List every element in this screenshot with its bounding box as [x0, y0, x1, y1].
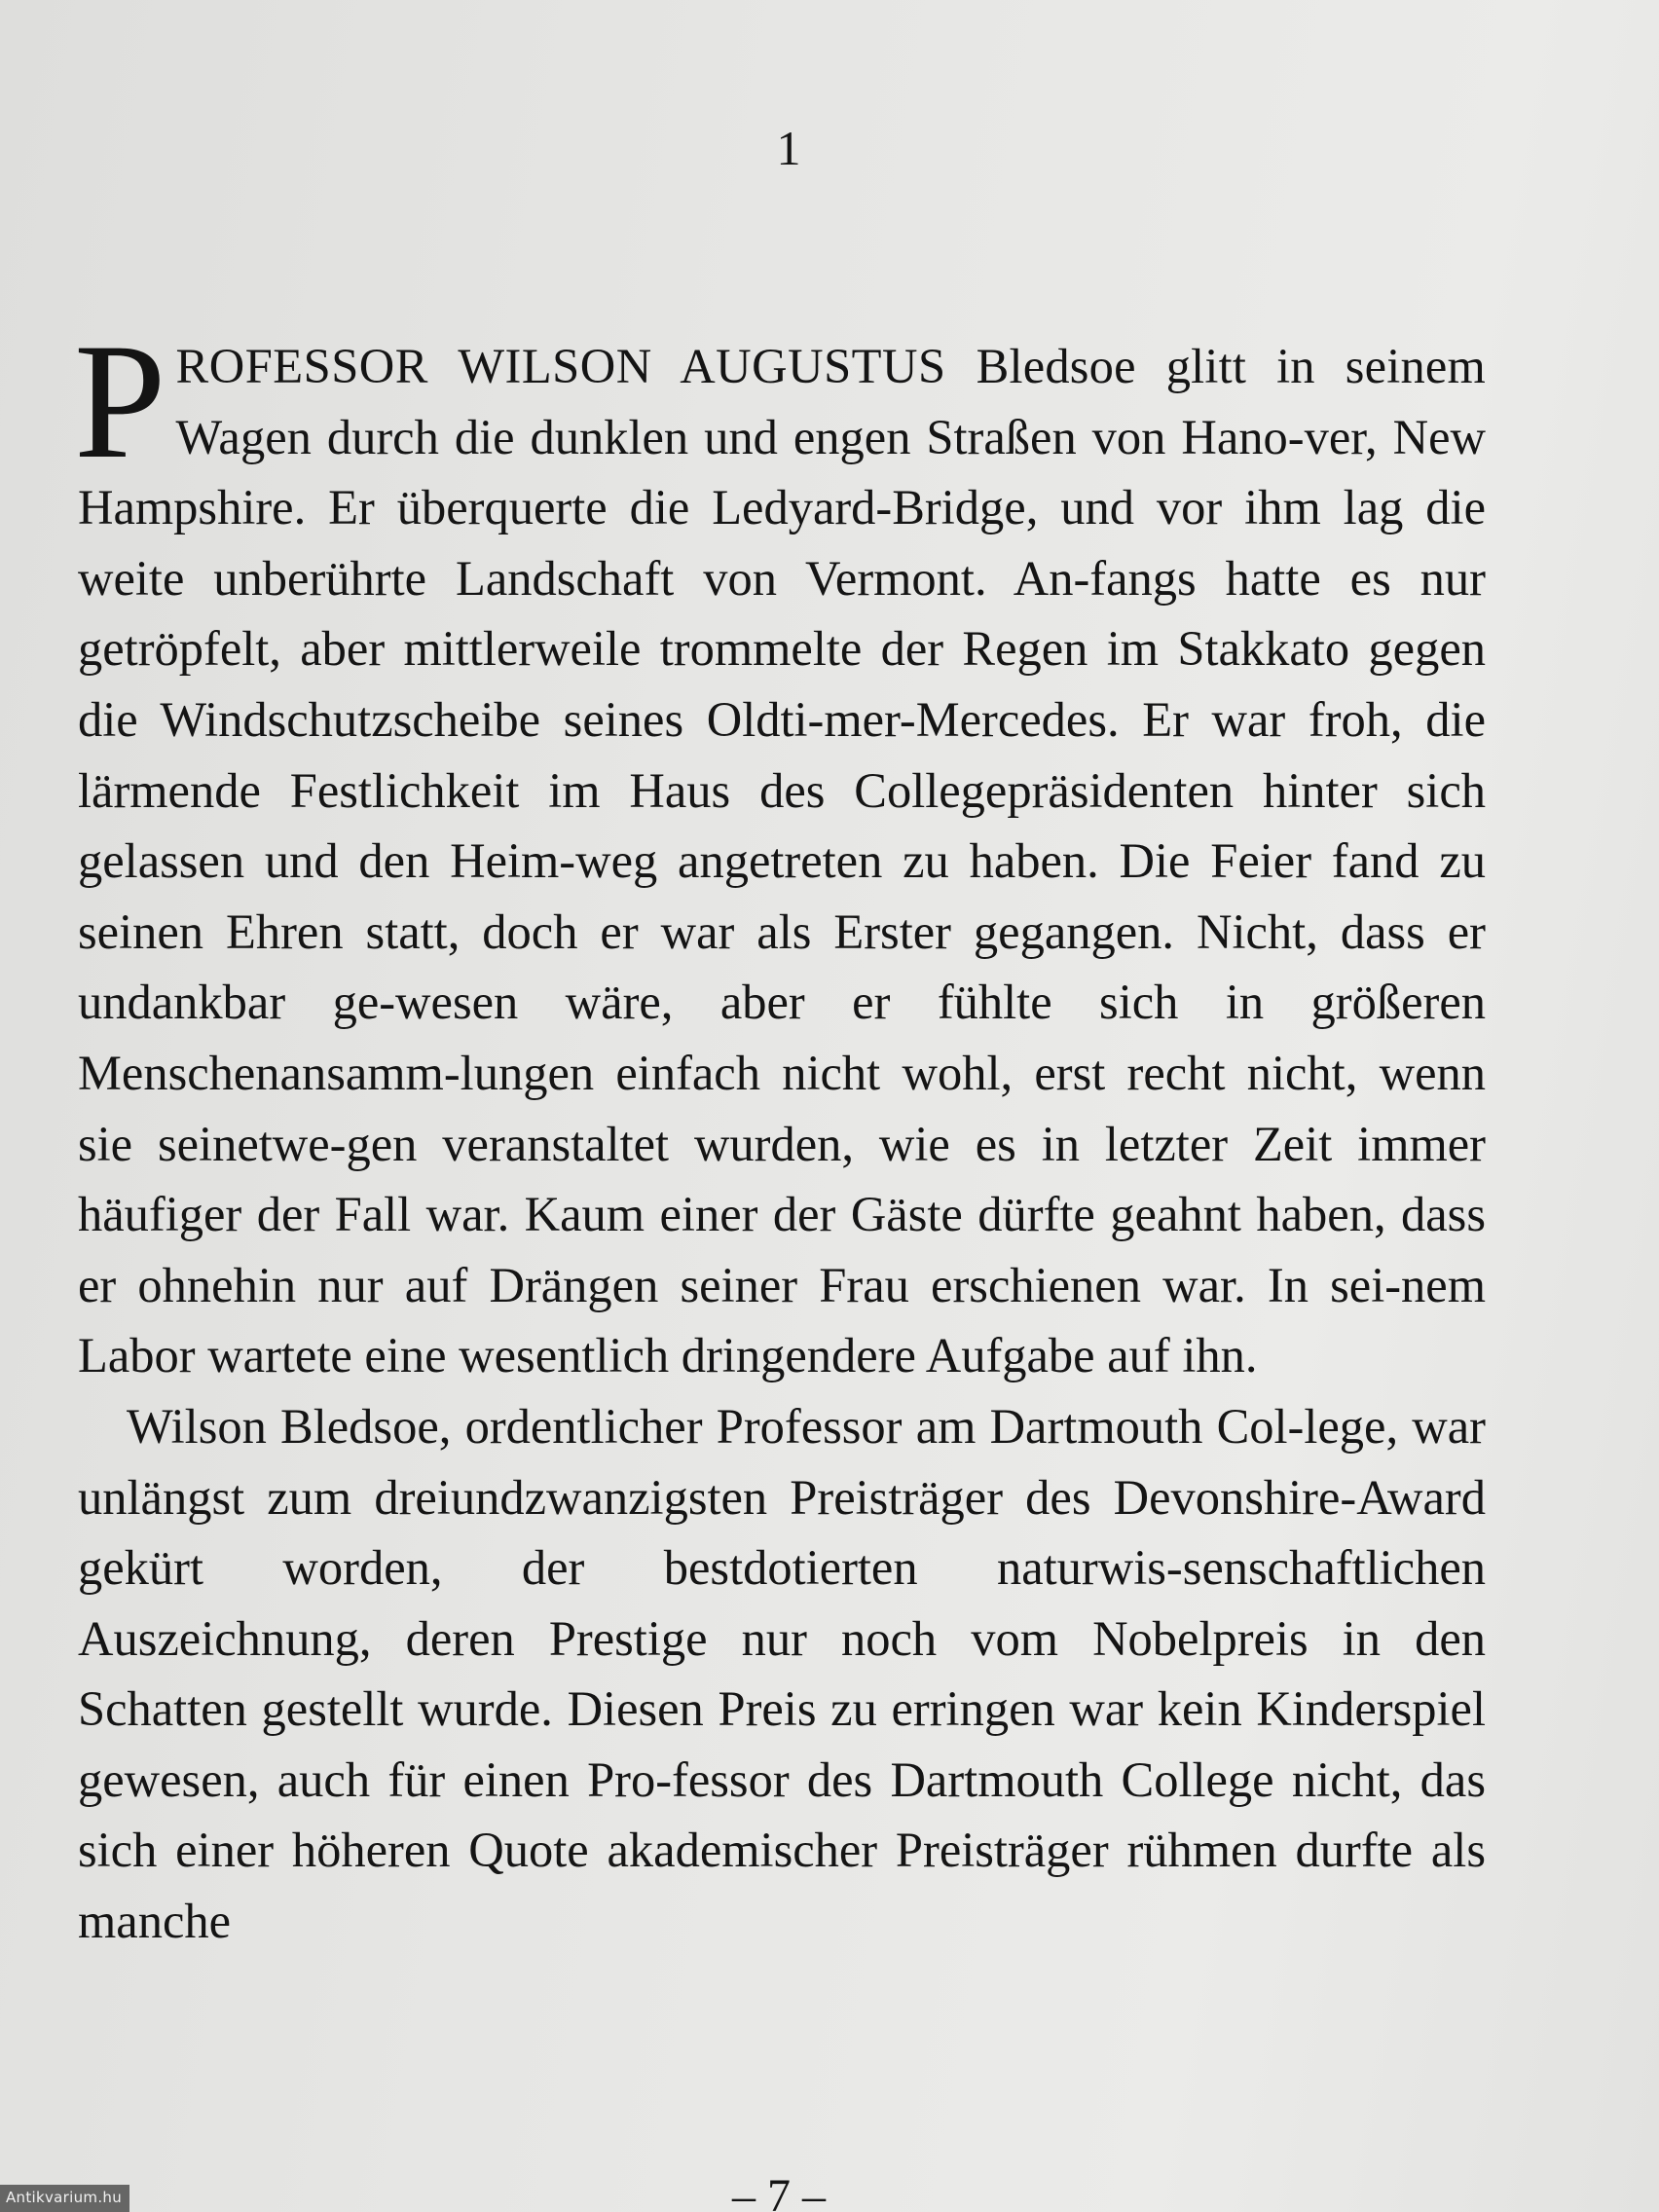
chapter-body	[74, 310, 1486, 1957]
page-number: – 7 –	[732, 2170, 826, 2212]
paragraph-2-text: Wilson Bledsoe, ordentlicher Professor am Dartmouth Col-lege, war unlängst zum dreiundzwanzigsten Preisträger des Devonshire-Award gekürt worden, der bestdotierten naturwis-senschaftlichen Auszeichnung, deren Prestige nur noch vom Nobelpreis in den Schatten gestellt wurde. Diesen Preis zu erringen war kein Kinderspiel gewesen, auch für einen Pro-fessor des Dartmouth College nicht, das sich einer höheren Quote akademischer Preisträger rühmen durfte als manche	[78, 1398, 1486, 1949]
drop-cap: P	[74, 310, 166, 493]
chapter-number: 1	[776, 121, 801, 175]
opening-small-caps: ROFESSOR WILSON AUGUSTUS	[175, 339, 946, 393]
paragraph-2	[78, 1391, 1486, 1957]
paragraph-1	[74, 310, 1486, 1391]
watermark: Antikvarium.hu	[0, 2185, 129, 2212]
paragraph-1-text: Bledsoe glitt in seinem Wagen durch die dunklen und engen Straßen von Hano-ver, New Hampshire. Er überquerte die Ledyard-Bridge, und vor ihm lag die weite unberührte Landschaft von Vermont. An-fangs hatte es nur getröpfelt, aber mittlerweile trommelte der Regen im Stakkato gegen die Windschutzscheibe seines Oldti-mer-Mercedes. Er war froh, die lärmende Festlichkeit im Haus des Collegepräsidenten hinter sich gelassen und den Heim-weg angetreten zu haben. Die Feier fand zu seinen Ehren statt, doch er war als Erster gegangen. Nicht, dass er undankbar ge-wesen wäre, aber er fühlte sich in größeren Menschenansamm-lungen einfach nicht wohl, erst recht nicht, wenn sie seinetwe-gen veranstaltet wurden, wie es in letzter Zeit immer häufiger der Fall war. Kaum einer der Gäste dürfte geahnt haben, dass er ohnehin nur auf Drängen seiner Frau erschienen war. In sei-nem Labor wartete eine wesentlich dringendere Aufgabe auf ihn.	[78, 339, 1486, 1383]
